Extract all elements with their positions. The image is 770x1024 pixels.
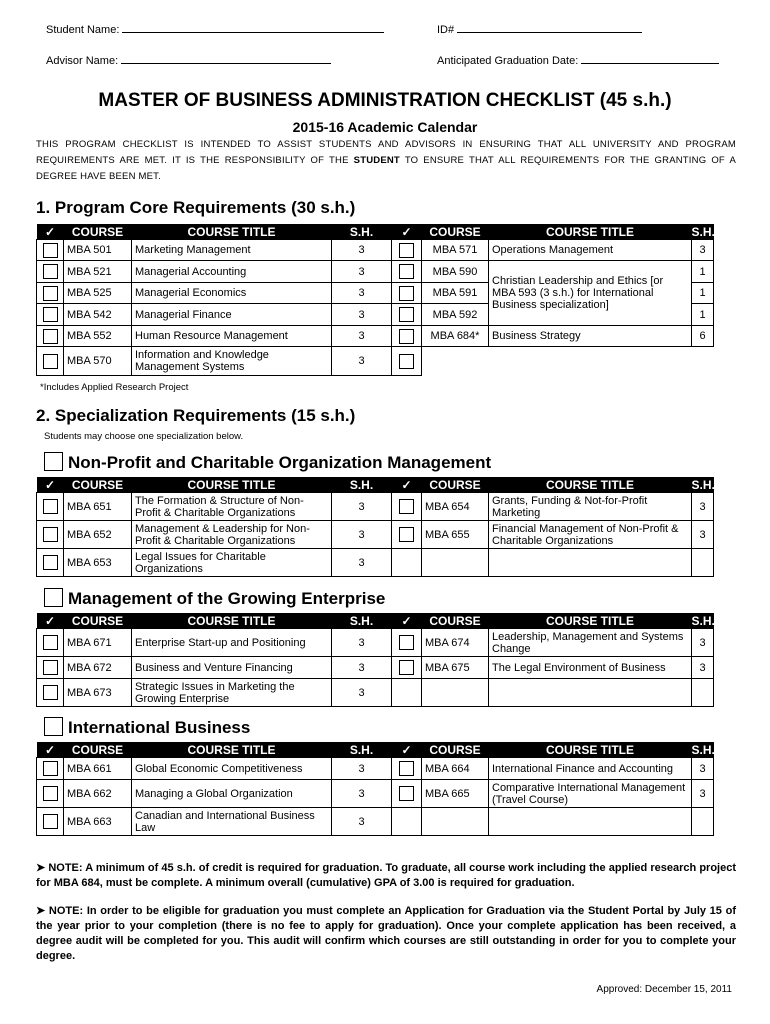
nonprofit-heading-text: Non-Profit and Charitable Organization Management: [68, 453, 492, 472]
page-title: MASTER OF BUSINESS ADMINISTRATION CHECKLIST (45 s.h.): [98, 90, 672, 111]
student-name-line[interactable]: [122, 22, 384, 33]
course-code: MBA 684*: [422, 326, 489, 347]
course-code: MBA 662: [64, 780, 132, 808]
checkbox[interactable]: [43, 243, 58, 258]
id-line[interactable]: [457, 22, 642, 33]
checkbox[interactable]: [399, 264, 414, 279]
table-row: [37, 240, 714, 261]
course-sh: 3: [332, 808, 392, 836]
graduation-date-label: Anticipated Graduation Date:: [437, 55, 579, 67]
advisor-name-label: Advisor Name:: [46, 55, 119, 67]
id-field[interactable]: [437, 22, 642, 36]
advisor-name-line[interactable]: [121, 53, 331, 64]
course-sh: 3: [332, 304, 392, 326]
sh-header: S.H.: [691, 742, 715, 757]
growing-heading: [44, 589, 385, 609]
growing-table-header: [37, 613, 714, 629]
course-title: Operations Management: [489, 240, 692, 261]
course-sh: 3: [332, 549, 392, 577]
nonprofit-heading: [44, 453, 491, 473]
nonprofit-table: [36, 477, 714, 577]
core-table-header: [37, 224, 714, 240]
course-code: MBA 673: [64, 679, 132, 707]
checkbox[interactable]: [399, 354, 414, 369]
sh-header: S.H.: [332, 477, 392, 493]
course-sh: 3: [332, 283, 392, 304]
checkbox[interactable]: [43, 329, 58, 344]
check-header: ✓: [37, 477, 64, 493]
checkbox[interactable]: [43, 635, 58, 650]
checkbox[interactable]: [43, 660, 58, 675]
course-code: MBA 664: [422, 758, 489, 780]
approved-date: Approved: December 15, 2011: [596, 984, 732, 995]
course-title: Marketing Management: [132, 240, 332, 261]
course-code: MBA 655: [422, 521, 489, 549]
course-sh: 3: [332, 493, 392, 521]
check-header: ✓: [37, 224, 64, 240]
course-header: COURSE: [422, 477, 489, 493]
course-header: COURSE: [64, 477, 132, 493]
check-header: ✓: [392, 742, 422, 758]
spec-heading: 2. Specialization Requirements (15 s.h.): [36, 406, 356, 425]
course-header: COURSE: [64, 613, 132, 629]
course-title: Management & Leadership for Non-Profit & Charitable Organizations: [132, 521, 332, 549]
checkbox[interactable]: [399, 307, 414, 322]
course-title-header: COURSE TITLE: [132, 477, 332, 493]
table-row: [37, 808, 714, 836]
course-code: MBA 653: [64, 549, 132, 577]
course-sh: 3: [332, 679, 392, 707]
course-title: Global Economic Competitiveness: [132, 758, 332, 780]
graduation-date-field[interactable]: [437, 53, 719, 67]
graduation-date-line[interactable]: [581, 53, 719, 64]
course-sh: 3: [332, 758, 392, 780]
table-row: [37, 261, 714, 283]
checkbox[interactable]: [399, 499, 414, 514]
course-sh: 3: [332, 657, 392, 679]
course-title: Enterprise Start-up and Positioning: [132, 629, 332, 657]
course-title-header: COURSE TITLE: [489, 224, 692, 240]
course-sh: 3: [692, 780, 714, 808]
course-sh: 3: [332, 521, 392, 549]
table-row: [37, 758, 714, 780]
advisor-name-field[interactable]: [46, 53, 331, 67]
check-header: ✓: [37, 742, 64, 758]
checkbox[interactable]: [43, 685, 58, 700]
core-footnote: *Includes Applied Research Project: [40, 382, 189, 393]
course-sh: 3: [332, 629, 392, 657]
course-title: Comparative International Management (Travel Course): [489, 780, 692, 808]
course-sh: 3: [692, 657, 714, 679]
course-sh: 3: [692, 629, 714, 657]
course-code: MBA 570: [64, 347, 132, 376]
checkbox[interactable]: [43, 264, 58, 279]
growing-checkbox[interactable]: [44, 588, 63, 607]
checkbox[interactable]: [399, 635, 414, 650]
course-header: COURSE: [422, 613, 489, 629]
course-title-header: COURSE TITLE: [489, 477, 692, 493]
course-header: COURSE: [64, 742, 132, 758]
course-sh: 1: [692, 304, 714, 326]
table-row: [37, 657, 714, 679]
checkbox[interactable]: [399, 660, 414, 675]
note-application: ➤ NOTE: In order to be eligible for graduation you must complete an Application for Graduation via the Student Portal by July 15 of the year prior to your completion (there is no fee to apply for graduation). Once your complete application has been received, a degree audit will be completed for you. This audit will confirm which courses are still outstanding in order for you to complete your degree.: [36, 905, 736, 962]
core-table: [36, 224, 714, 376]
check-header: ✓: [392, 477, 422, 493]
course-code: MBA 571: [422, 240, 489, 261]
checkbox[interactable]: [399, 286, 414, 301]
international-table: [36, 742, 714, 836]
check-header: ✓: [392, 224, 422, 240]
growing-table: [36, 613, 714, 707]
intro-part-2: TO ENSURE THAT ALL REQUIREMENTS FOR THE GRANTING OF A DEGREE HAVE BEEN MET.: [36, 155, 736, 182]
course-title: Canadian and International Business Law: [132, 808, 332, 836]
checkbox[interactable]: [399, 761, 414, 776]
course-title: Managerial Finance: [132, 304, 332, 326]
international-heading-text: International Business: [68, 718, 251, 737]
course-code: MBA 654: [422, 493, 489, 521]
checkbox[interactable]: [43, 286, 58, 301]
intro-bold: STUDENT: [353, 155, 400, 166]
checkbox[interactable]: [43, 814, 58, 829]
course-sh: 3: [692, 240, 714, 261]
course-code: MBA 661: [64, 758, 132, 780]
course-title-header: COURSE TITLE: [132, 613, 332, 629]
table-row: [37, 780, 714, 808]
checkbox[interactable]: [43, 555, 58, 570]
course-title-header: COURSE TITLE: [132, 742, 332, 758]
table-row: [37, 326, 714, 347]
course-header: COURSE: [64, 224, 132, 240]
check-header: ✓: [392, 613, 422, 629]
intro-part-1: THIS PROGRAM CHECKLIST IS INTENDED TO ASSIST STUDENTS AND ADVISORS IN ENSURING THAT ALL UNIVERSITY AND PROGRAM REQUIREMENTS ARE MET. IT IS THE RESPONSIBILITY OF THE: [36, 139, 736, 166]
nonprofit-checkbox[interactable]: [44, 452, 63, 471]
course-code: MBA 671: [64, 629, 132, 657]
checkbox[interactable]: [43, 499, 58, 514]
course-title: Managing a Global Organization: [132, 780, 332, 808]
checkbox[interactable]: [399, 786, 414, 801]
course-title: Business Strategy: [489, 326, 692, 347]
checkbox[interactable]: [43, 354, 58, 369]
course-sh: 3: [692, 493, 714, 521]
course-sh: 1: [692, 283, 714, 304]
course-sh: 3: [332, 780, 392, 808]
course-title: Legal Issues for Charitable Organizations: [132, 549, 332, 577]
course-title-header: COURSE TITLE: [489, 742, 692, 758]
course-code: MBA 672: [64, 657, 132, 679]
check-header: ✓: [37, 613, 64, 629]
course-title: International Finance and Accounting: [489, 758, 692, 780]
international-table-header: [37, 742, 714, 758]
course-sh: 3: [692, 521, 714, 549]
sh-header: S.H.: [691, 224, 715, 239]
table-row: [37, 493, 714, 521]
course-title: The Legal Environment of Business: [489, 657, 692, 679]
course-title: Financial Management of Non-Profit & Charitable Organizations: [489, 521, 692, 549]
course-code: MBA 592: [422, 304, 489, 326]
course-sh: 3: [332, 347, 392, 376]
course-title: Human Resource Management: [132, 326, 332, 347]
course-title: Managerial Economics: [132, 283, 332, 304]
sh-header: S.H.: [332, 613, 392, 629]
table-row: [37, 549, 714, 577]
table-row: [37, 521, 714, 549]
checkbox[interactable]: [399, 329, 414, 344]
course-sh: 3: [332, 261, 392, 283]
course-header: COURSE: [422, 224, 489, 240]
course-code: MBA 591: [422, 283, 489, 304]
course-title-merged: Christian Leadership and Ethics [or MBA 593 (3 s.h.) for International Business specialization]: [489, 261, 692, 326]
course-sh: 3: [332, 326, 392, 347]
course-title: Information and Knowledge Management Systems: [132, 347, 332, 376]
checkbox[interactable]: [43, 527, 58, 542]
checkbox[interactable]: [43, 786, 58, 801]
course-title: Business and Venture Financing: [132, 657, 332, 679]
intro-paragraph: [36, 137, 736, 185]
international-checkbox[interactable]: [44, 717, 63, 736]
course-title-header: COURSE TITLE: [489, 613, 692, 629]
page-subtitle: 2015-16 Academic Calendar: [292, 119, 478, 135]
growing-heading-text: Management of the Growing Enterprise: [68, 589, 386, 608]
course-title-header: COURSE TITLE: [132, 224, 332, 240]
course-sh: 1: [692, 261, 714, 283]
spec-note: Students may choose one specialization below.: [44, 431, 244, 442]
core-heading: 1. Program Core Requirements (30 s.h.): [36, 198, 356, 217]
note-credit: ➤ NOTE: A minimum of 45 s.h. of credit is required for graduation. To graduate, all course work including the applied research project for MBA 684, must be complete. A minimum overall (cumulative) GPA of 3.00 is required for graduation.: [36, 862, 736, 889]
course-code: MBA 663: [64, 808, 132, 836]
id-label: ID#: [437, 24, 455, 36]
sh-header: S.H.: [332, 224, 392, 240]
nonprofit-table-header: [37, 477, 714, 493]
sh-header: S.H.: [691, 613, 715, 628]
course-sh: 3: [332, 240, 392, 261]
course-sh: 6: [692, 326, 714, 347]
student-name-field[interactable]: [46, 22, 384, 36]
international-heading: [44, 718, 250, 738]
checkbox[interactable]: [399, 243, 414, 258]
sh-header: S.H.: [332, 742, 392, 758]
checkbox[interactable]: [43, 307, 58, 322]
course-title: The Formation & Structure of Non-Profit & Charitable Organizations: [132, 493, 332, 521]
course-code: MBA 674: [422, 629, 489, 657]
course-title: Managerial Accounting: [132, 261, 332, 283]
course-sh: 3: [692, 758, 714, 780]
sh-header: S.H.: [691, 477, 715, 492]
course-code: MBA 501: [64, 240, 132, 261]
course-code: MBA 552: [64, 326, 132, 347]
course-code: MBA 651: [64, 493, 132, 521]
table-row: [37, 347, 714, 376]
course-code: MBA 652: [64, 521, 132, 549]
course-header: COURSE: [422, 742, 489, 758]
table-row: [37, 629, 714, 657]
course-code: MBA 590: [422, 261, 489, 283]
course-code: MBA 525: [64, 283, 132, 304]
course-code: MBA 675: [422, 657, 489, 679]
course-code: MBA 542: [64, 304, 132, 326]
course-title: Strategic Issues in Marketing the Growing Enterprise: [132, 679, 332, 707]
student-name-label: Student Name:: [46, 24, 120, 36]
course-code: MBA 665: [422, 780, 489, 808]
checkbox[interactable]: [43, 761, 58, 776]
course-title: Leadership, Management and Systems Change: [489, 629, 692, 657]
checkbox[interactable]: [399, 527, 414, 542]
course-title: Grants, Funding & Not-for-Profit Marketing: [489, 493, 692, 521]
course-code: MBA 521: [64, 261, 132, 283]
table-row: [37, 679, 714, 707]
